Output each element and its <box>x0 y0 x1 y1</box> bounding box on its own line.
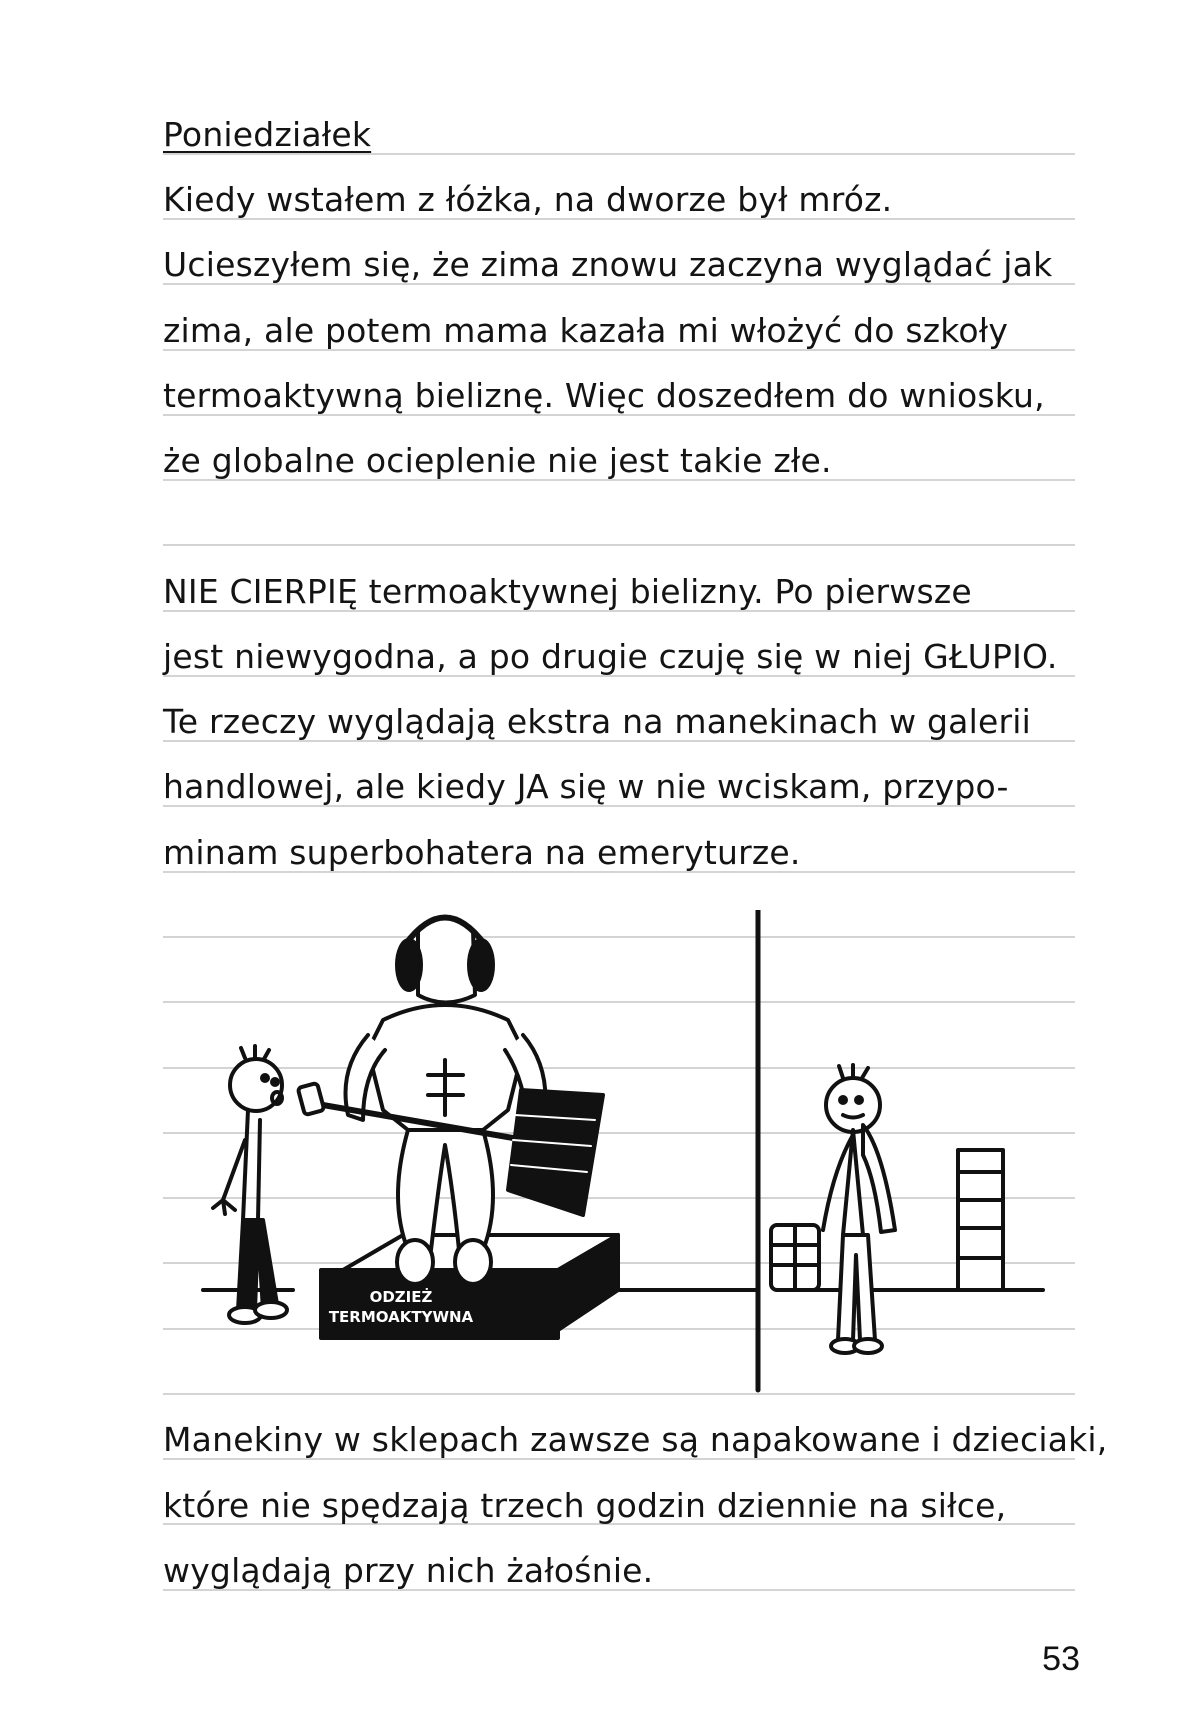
paragraph-2-line: jest niewygodna, a po drugie czuję się w niej GŁUPIO. <box>163 637 1058 676</box>
paragraph-1-line: Ucieszyłem się, że zima znowu zaczyna wyglądać jak <box>163 245 1053 284</box>
entry-heading: Poniedziałek <box>163 115 372 154</box>
mannequin <box>298 918 603 1285</box>
paragraph-2-line: minam superbohatera na emeryturze. <box>163 833 801 872</box>
paragraph-2-line: Te rzeczy wyglądają ekstra na manekinach w galerii <box>163 702 1031 741</box>
mannequin-illustration <box>163 910 1075 1400</box>
box-label-line-1: ODZIEŻ <box>369 1288 433 1306</box>
page-number: 53 <box>1042 1640 1080 1678</box>
paragraph-3-line: Manekiny w sklepach zawsze są napakowane i dzieciaki, <box>163 1420 1108 1459</box>
paragraph-1-line: zima, ale potem mama kazała mi włożyć do szkoły <box>163 311 1009 350</box>
paragraph-2-line: NIE CIERPIĘ termoaktywnej bielizny. Po pierwsze <box>163 572 972 611</box>
kid-left <box>213 1046 287 1323</box>
paragraph-3-line: które nie spędzają trzech godzin dziennie na siłce, <box>163 1486 1007 1525</box>
box-label-line-2: TERMOAKTYWNA <box>328 1308 474 1326</box>
paragraph-2-line: handlowej, ale kiedy JA się w nie wciskam, przypo- <box>163 767 1009 806</box>
paragraph-1-line: że globalne ocieplenie nie jest takie złe. <box>163 441 832 480</box>
paragraph-1-line: Kiedy wstałem z łóżka, na dworze był mróz. <box>163 180 893 219</box>
ruled-line <box>163 544 1075 546</box>
paragraph-1-line: termoaktywną bieliznę. Więc doszedłem do wniosku, <box>163 376 1045 415</box>
kid-right <box>823 1065 895 1353</box>
paragraph-3-line: wyglądają przy nich żałośnie. <box>163 1551 654 1590</box>
